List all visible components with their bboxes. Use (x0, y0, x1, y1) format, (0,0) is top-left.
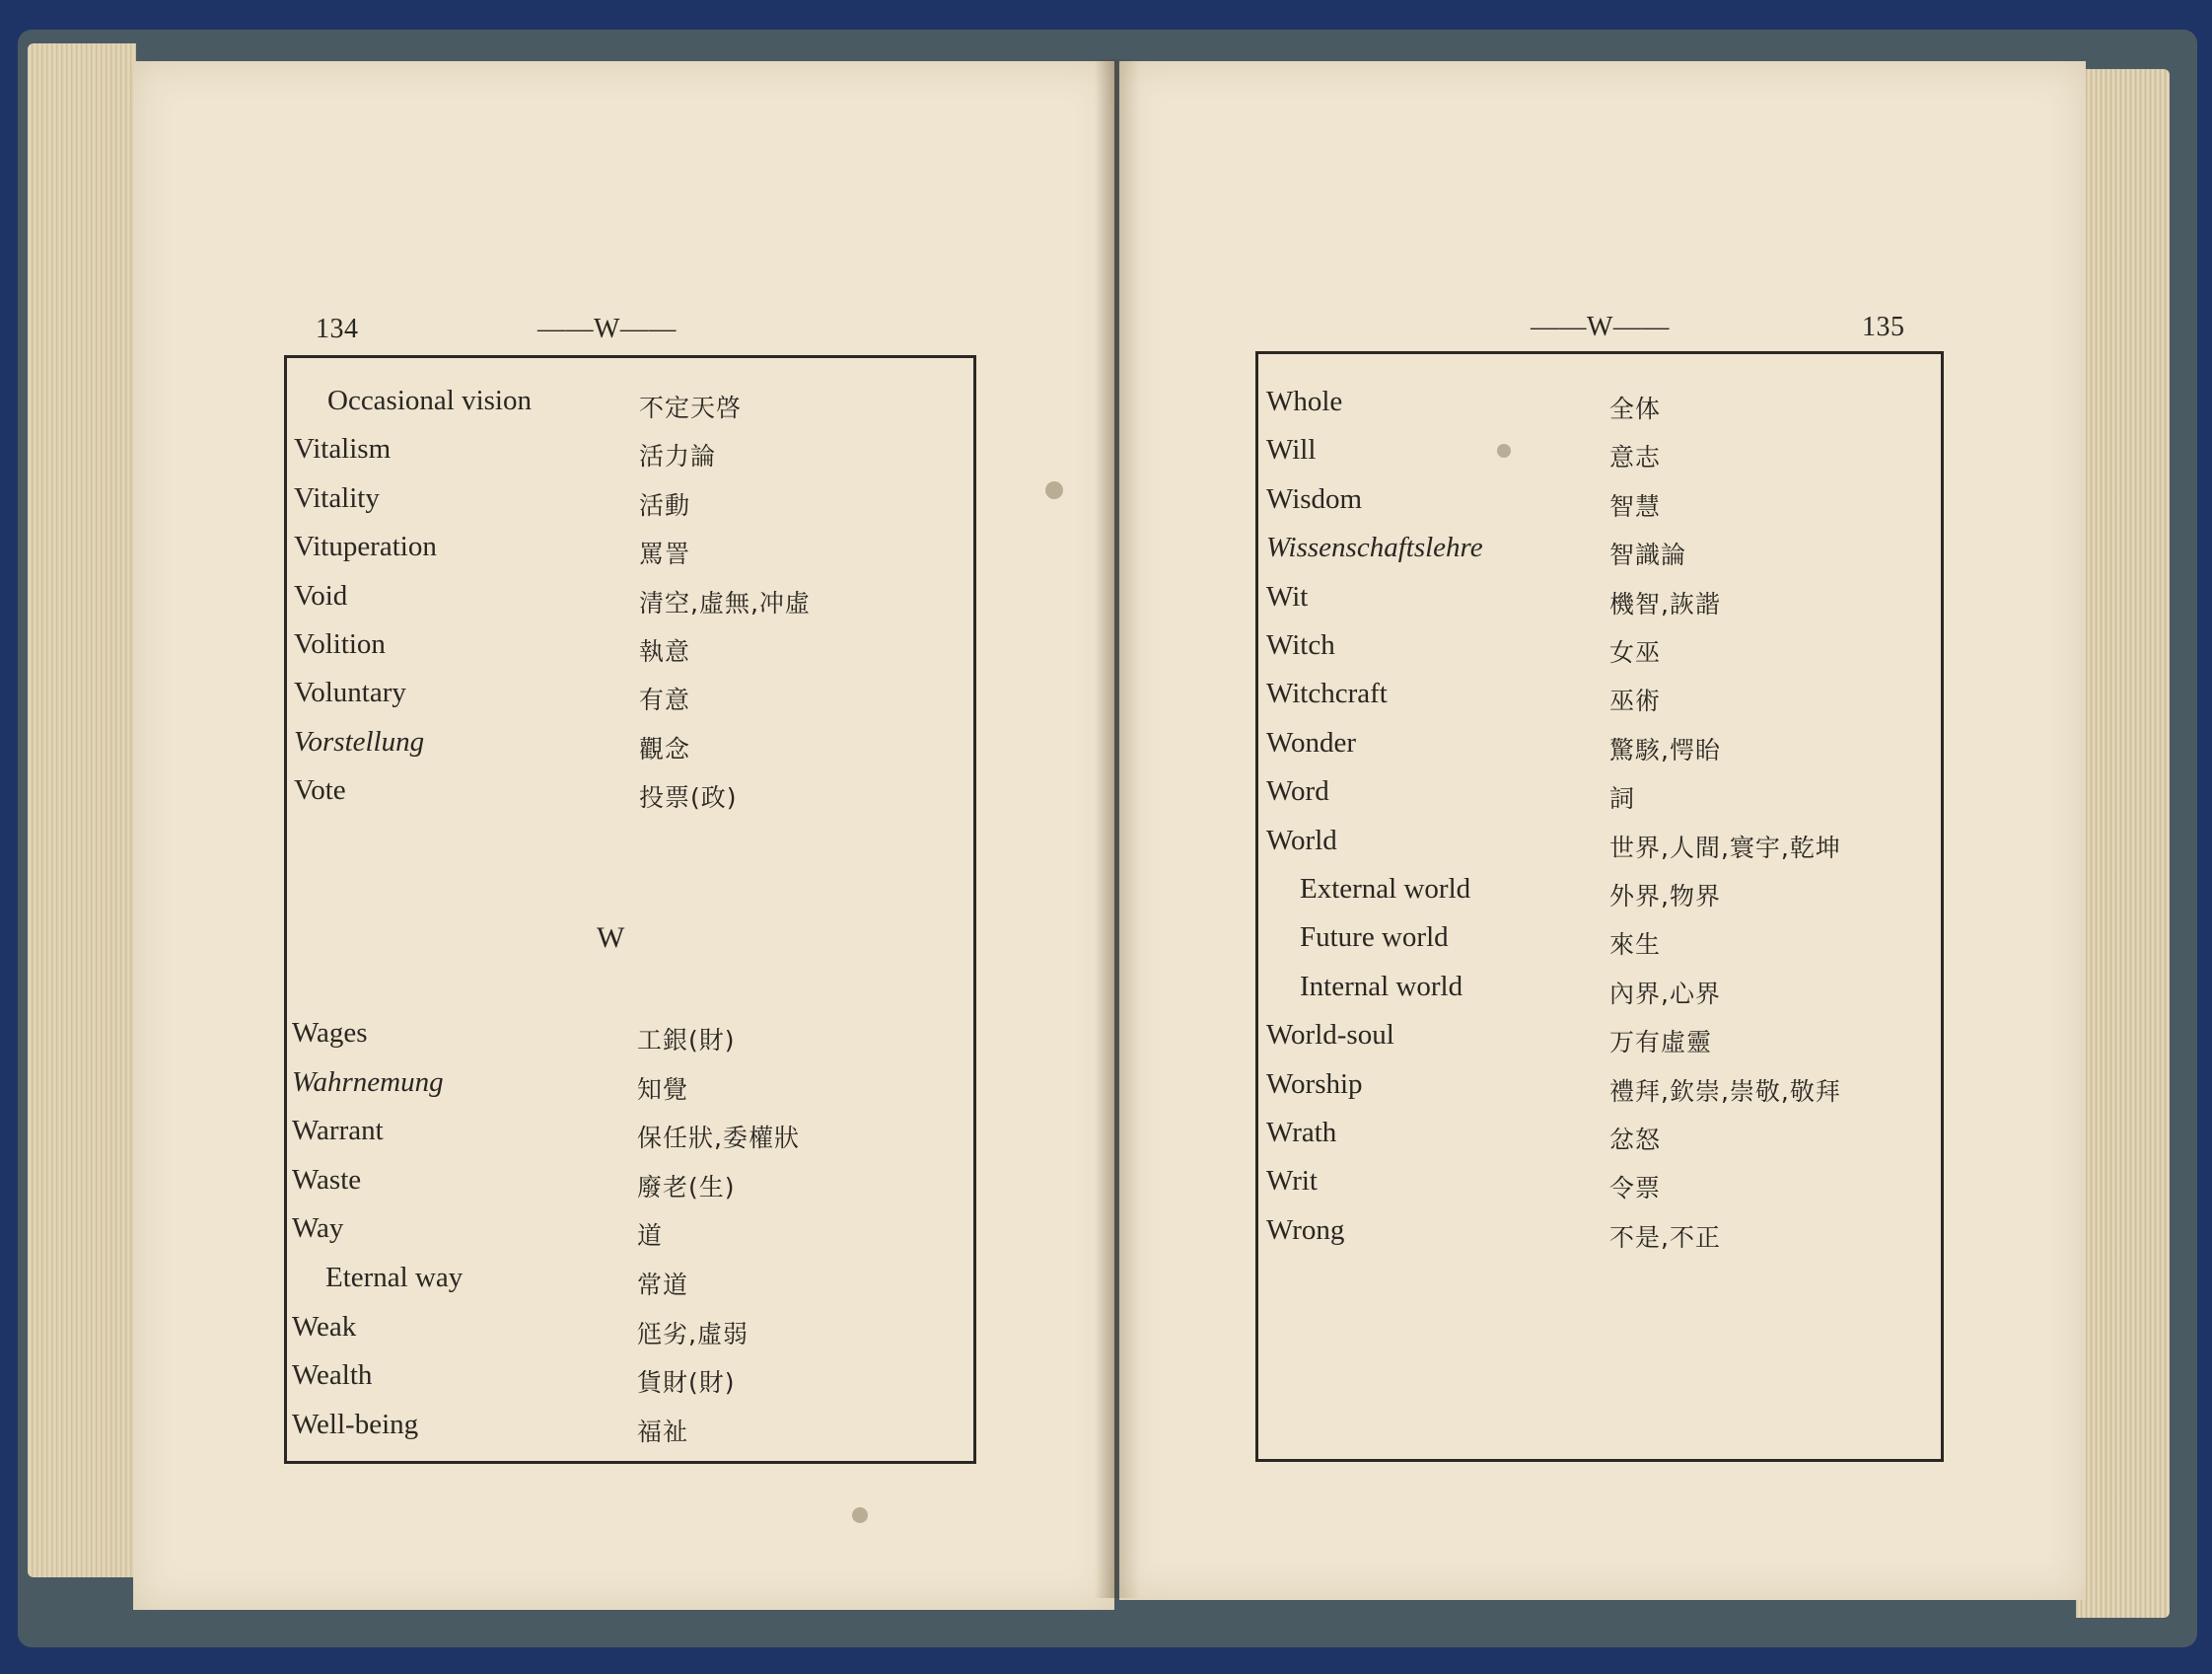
glossary-entry (294, 726, 964, 774)
glossary-entry (1266, 921, 1937, 970)
entry-chinese: 常道 (637, 1271, 689, 1299)
entry-chinese: 万有虛靈 (1609, 1028, 1713, 1057)
entry-chinese: 內界,心界 (1609, 979, 1721, 1008)
entry-term: Word (1266, 775, 1329, 808)
glossary-entry (294, 628, 964, 677)
entry-term: Wahrnemung (292, 1065, 444, 1098)
entry-chinese: 保任狀,委權狀 (637, 1124, 800, 1153)
entry-chinese: 意志 (1609, 443, 1662, 473)
entry-term: Vitality (294, 481, 380, 514)
entry-term: Vorstellung (294, 725, 425, 758)
glossary-entry (294, 774, 964, 823)
entry-term: Voluntary (294, 677, 406, 709)
entry-chinese: 執意 (639, 637, 691, 666)
glossary-entry (1266, 629, 1937, 678)
section-letter: W (597, 921, 625, 954)
entry-chinese: 活力論 (639, 442, 717, 472)
entry-chinese: 來生 (1609, 930, 1662, 960)
entry-term: Eternal way (325, 1262, 464, 1293)
entry-term: Weak (292, 1310, 357, 1343)
entry-chinese: 智識論 (1609, 541, 1687, 570)
glossary-entry (294, 580, 964, 628)
glossary-entry (1266, 971, 1937, 1019)
page-number-left: 134 (316, 314, 359, 344)
entry-chinese: 福祉 (637, 1417, 689, 1446)
entry-chinese: 不定天啓 (639, 394, 743, 422)
entry-term: Wealth (292, 1359, 373, 1392)
entry-chinese: 全体 (1609, 395, 1662, 423)
glossary-entry (294, 433, 964, 481)
entry-chinese: 貨財(財) (637, 1368, 736, 1398)
entry-term: Internal world (1300, 970, 1463, 1002)
entry-chinese: 觀念 (639, 734, 691, 764)
entry-term: Vitalism (294, 433, 392, 466)
glossary-entry (1266, 678, 1937, 726)
book-gutter (1095, 59, 1140, 1598)
glossary-entry (292, 1409, 963, 1457)
entry-term: Vituperation (294, 531, 437, 563)
entry-term: Wonder (1266, 726, 1357, 759)
entry-term: Wissenschaftslehre (1266, 532, 1483, 564)
glossary-entry (1266, 873, 1937, 921)
entry-term: Vote (294, 774, 346, 807)
entry-chinese: 罵詈 (639, 540, 691, 569)
entry-chinese: 禮拜,欽崇,崇敬,敬拜 (1609, 1076, 1841, 1106)
glossary-entry (1266, 1068, 1937, 1117)
glossary-entry (294, 677, 964, 725)
glossary-entry (294, 385, 964, 433)
entry-chinese: 尩劣,虛弱 (637, 1319, 749, 1348)
entry-chinese: 廢老(生) (637, 1172, 736, 1201)
entry-term: Wit (1266, 580, 1309, 613)
glossary-entry (292, 1212, 963, 1261)
entry-chinese: 忿怒 (1609, 1126, 1662, 1154)
glossary-entry (292, 1262, 963, 1310)
glossary-entry (1266, 727, 1937, 775)
entry-term: Witch (1266, 629, 1335, 661)
entry-term: Worship (1266, 1067, 1363, 1100)
glossary-entry (1266, 1165, 1937, 1213)
entry-term: Void (294, 579, 348, 612)
glossary-entry (292, 1017, 963, 1065)
entry-chinese: 不是,不正 (1609, 1222, 1721, 1252)
entry-term: Future world (1300, 921, 1449, 954)
glossary-entry (292, 1311, 963, 1359)
entry-chinese: 道 (637, 1221, 664, 1251)
entry-chinese: 詞 (1609, 784, 1636, 814)
entry-term: Will (1266, 434, 1317, 467)
glossary-entry (292, 1164, 963, 1212)
glossary-entry (292, 1359, 963, 1408)
glossary-entry (294, 531, 964, 579)
entry-chinese: 投票(政) (639, 783, 738, 813)
entry-term: World-soul (1266, 1019, 1394, 1052)
entry-chinese: 活動 (639, 490, 691, 520)
paper-spot (852, 1507, 868, 1523)
entry-term: Whole (1266, 386, 1343, 417)
glossary-entry (1266, 434, 1937, 482)
entry-term: Writ (1266, 1165, 1318, 1198)
entry-chinese: 女巫 (1609, 638, 1662, 667)
glossary-entry (1266, 775, 1937, 824)
running-head-right: ——W—— (1531, 312, 1670, 342)
glossary-entry (1266, 483, 1937, 532)
entry-term: Way (292, 1212, 344, 1245)
entry-term: Wrath (1266, 1117, 1337, 1148)
entry-chinese: 外界,物界 (1609, 882, 1721, 910)
entry-chinese: 有意 (639, 686, 691, 715)
entry-chinese: 機智,詼諧 (1609, 589, 1721, 619)
entry-term: World (1266, 824, 1337, 856)
glossary-entry (294, 482, 964, 531)
glossary-entry (292, 1066, 963, 1115)
entry-chinese: 知覺 (637, 1074, 689, 1104)
entry-term: Wages (292, 1017, 368, 1049)
entry-term: Wisdom (1266, 482, 1363, 515)
glossary-entry (1266, 532, 1937, 580)
entry-chinese: 清空,虛無,冲虛 (639, 588, 811, 618)
page-edges-right (2076, 69, 2170, 1618)
glossary-entry (1266, 386, 1937, 434)
glossary-entry (1266, 1214, 1937, 1263)
page-number-right: 135 (1862, 312, 1905, 342)
entry-term: Waste (292, 1163, 362, 1196)
glossary-entry (292, 1115, 963, 1163)
entry-term: Volition (294, 628, 386, 660)
glossary-entry (1266, 581, 1937, 629)
page-edges-left (28, 43, 136, 1577)
glossary-entry (1266, 1019, 1937, 1067)
glossary-entry (1266, 825, 1937, 873)
glossary-entry (1266, 1117, 1937, 1165)
entry-chinese: 智慧 (1609, 491, 1662, 521)
entry-term: External world (1300, 873, 1471, 905)
entry-chinese: 驚駭,愕眙 (1609, 735, 1721, 764)
entry-term: Occasional vision (327, 385, 532, 416)
entry-chinese: 世界,人間,寰宇,乾坤 (1609, 833, 1841, 862)
running-head-left: ——W—— (537, 314, 677, 344)
entry-term: Well-being (292, 1408, 419, 1440)
entry-term: Wrong (1266, 1213, 1345, 1246)
paper-spot (1045, 481, 1063, 499)
entry-chinese: 巫術 (1609, 687, 1662, 716)
entry-term: Witchcraft (1266, 678, 1388, 710)
entry-term: Warrant (292, 1115, 384, 1147)
entry-chinese: 令票 (1609, 1174, 1662, 1203)
entry-chinese: 工銀(財) (637, 1026, 736, 1055)
